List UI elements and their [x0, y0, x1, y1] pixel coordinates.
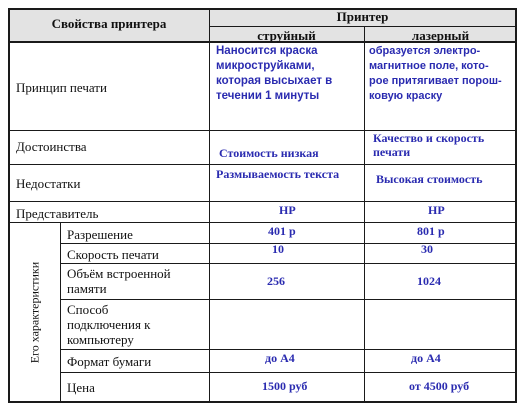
advantages-laser-line: Качество и скорость — [373, 131, 485, 145]
grid-line — [60, 349, 516, 350]
char-label-connection-line: Способ — [67, 302, 109, 317]
advantages-inkjet: Стоимость низкая — [219, 146, 319, 160]
header-printer: Принтер — [336, 9, 389, 24]
char-label-memory-line: Объём встроенной — [67, 266, 171, 281]
char-label-paper: Формат бумаги — [67, 354, 152, 369]
paper-inkjet: до А4 — [265, 351, 295, 365]
grid-line — [9, 164, 516, 165]
price-laser: от 4500 руб — [409, 379, 470, 393]
memory-laser: 1024 — [417, 274, 441, 288]
principle-inkjet-line: которая высыхает в — [216, 75, 333, 87]
principle-inkjet — [216, 44, 364, 104]
grid-line — [8, 8, 10, 403]
advantages-laser — [373, 131, 516, 159]
grid-line — [60, 263, 516, 264]
char-label-resolution: Разрешение — [67, 227, 133, 242]
char-label-speed: Скорость печати — [67, 247, 159, 262]
principle-laser-line: образуется электро- — [369, 45, 481, 57]
principle-inkjet-line: течении 1 минуты — [216, 90, 320, 102]
principle-laser-line: ковую краску — [369, 90, 443, 102]
principle-laser — [369, 44, 516, 104]
disadvantages-inkjet: Размываемость текста — [216, 167, 340, 181]
representative-inkjet: HP — [279, 203, 296, 217]
characteristics-group-label: Его характеристики — [27, 261, 42, 364]
header-inkjet: струйный — [257, 28, 316, 43]
char-label-memory — [67, 266, 171, 296]
grid-line — [9, 201, 516, 202]
representative-laser: HP — [428, 203, 445, 217]
grid-line — [209, 8, 210, 402]
row-label-representative: Представитель — [16, 206, 99, 221]
header-properties: Свойства принтера — [51, 16, 167, 31]
principle-inkjet-line: микроструйками, — [216, 60, 315, 72]
principle-inkjet-line: Наносится краска — [216, 45, 318, 57]
disadvantages-laser: Высокая стоимость — [376, 172, 483, 186]
grid-line — [60, 222, 61, 402]
row-label-advantages: Достоинства — [16, 139, 87, 154]
row-label-principle: Принцип печати — [16, 80, 107, 95]
grid-line — [60, 372, 516, 373]
price-inkjet: 1500 руб — [262, 379, 308, 393]
grid-line — [60, 299, 516, 300]
advantages-laser-line: печати — [373, 145, 411, 159]
header-laser: лазерный — [411, 28, 470, 43]
grid-line — [60, 243, 516, 244]
resolution-laser: 801 р — [417, 224, 445, 238]
char-label-connection — [67, 302, 150, 347]
speed-laser: 30 — [421, 242, 433, 256]
memory-inkjet: 256 — [267, 274, 285, 288]
char-label-connection-line: подключения к — [67, 317, 151, 332]
char-label-memory-line: памяти — [67, 281, 107, 296]
speed-inkjet: 10 — [272, 242, 284, 256]
row-label-disadvantages: Недостатки — [16, 176, 81, 191]
resolution-inkjet: 401 р — [268, 224, 296, 238]
char-label-connection-line: компьютеру — [67, 332, 134, 347]
principle-laser-line: магнитное поле, кото- — [369, 60, 489, 72]
grid-line — [209, 26, 516, 27]
grid-line — [9, 222, 516, 223]
grid-line — [9, 401, 516, 403]
paper-laser: до А4 — [411, 351, 441, 365]
char-label-price: Цена — [67, 380, 95, 395]
grid-line — [364, 26, 365, 402]
principle-laser-line: рое притягивает порош- — [369, 75, 502, 87]
